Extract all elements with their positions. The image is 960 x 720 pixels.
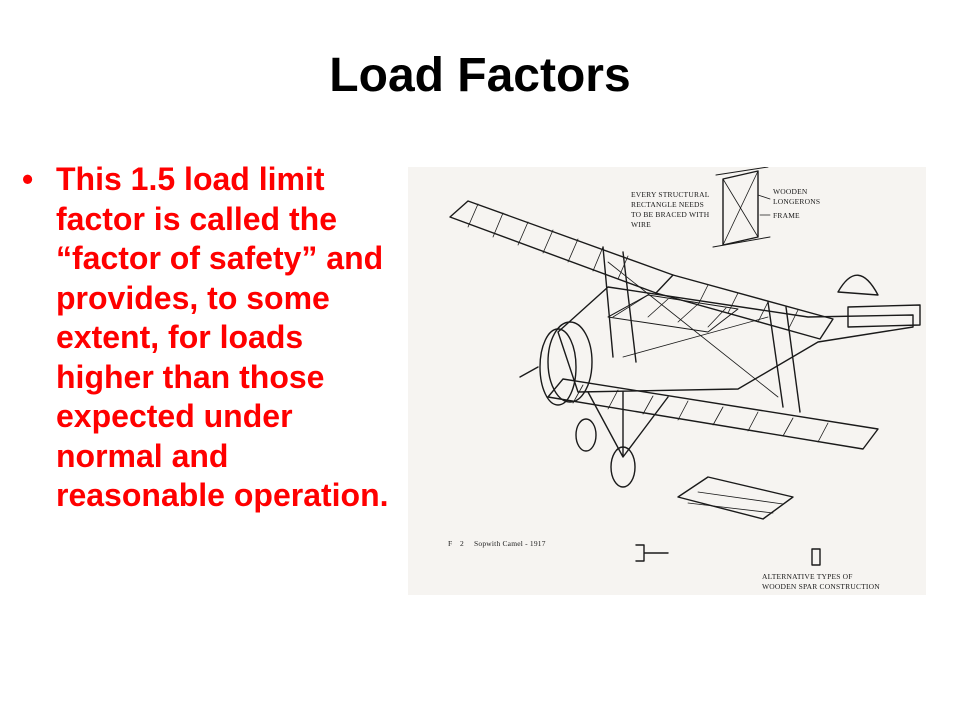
propeller-hub — [520, 367, 538, 377]
callout-leaders-top — [758, 195, 770, 215]
longeron-lines — [713, 167, 770, 247]
spar-type-i — [636, 545, 668, 561]
callout-braced-2: RECTANGLE NEEDS — [631, 200, 705, 209]
lower-wing-ribs — [573, 385, 828, 442]
bullet-dot-icon: • — [22, 161, 34, 197]
biplane-drawing — [408, 167, 926, 595]
callout-longerons-2: LONGERONS — [773, 197, 821, 206]
landing-wheel-right — [576, 419, 596, 451]
biplane-illustration — [408, 167, 926, 595]
spar-type-box — [812, 549, 820, 565]
callout-longerons-1: WOODEN — [773, 187, 808, 196]
caption-fig-number: 2 — [460, 539, 464, 548]
caption-fig: F — [448, 539, 453, 548]
bullet-list — [22, 160, 462, 516]
rectangle-bracing — [723, 171, 758, 245]
bracing-wires — [608, 262, 778, 397]
slide-title: Load Factors — [329, 49, 631, 102]
bullet-text: This 1.5 load limit factor is called the “factor of safety” and provides, to some extent, for loads higher than those expected under normal and reasonable operation. — [56, 161, 389, 513]
engine-cowling — [540, 329, 576, 405]
callout-braced-1: EVERY STRUCTURAL — [631, 190, 710, 199]
engine-ring — [548, 322, 592, 402]
callout-braced-3: TO BE BRACED WITH — [631, 210, 710, 219]
callout-spar-2: WOODEN SPAR CONSTRUCTION — [762, 582, 880, 591]
wing-struts — [603, 247, 800, 412]
spar-ribs — [688, 492, 783, 513]
tail-fin — [838, 275, 878, 295]
bullet-item — [22, 160, 462, 516]
spar-section — [678, 477, 793, 519]
landing-gear-struts — [588, 392, 668, 457]
callout-braced-4: WIRE — [631, 220, 651, 229]
figure-caption: Sopwith Camel - 1917 — [474, 539, 546, 548]
callout-frame: FRAME — [773, 211, 800, 220]
callout-spar-1: ALTERNATIVE TYPES OF — [762, 572, 853, 581]
